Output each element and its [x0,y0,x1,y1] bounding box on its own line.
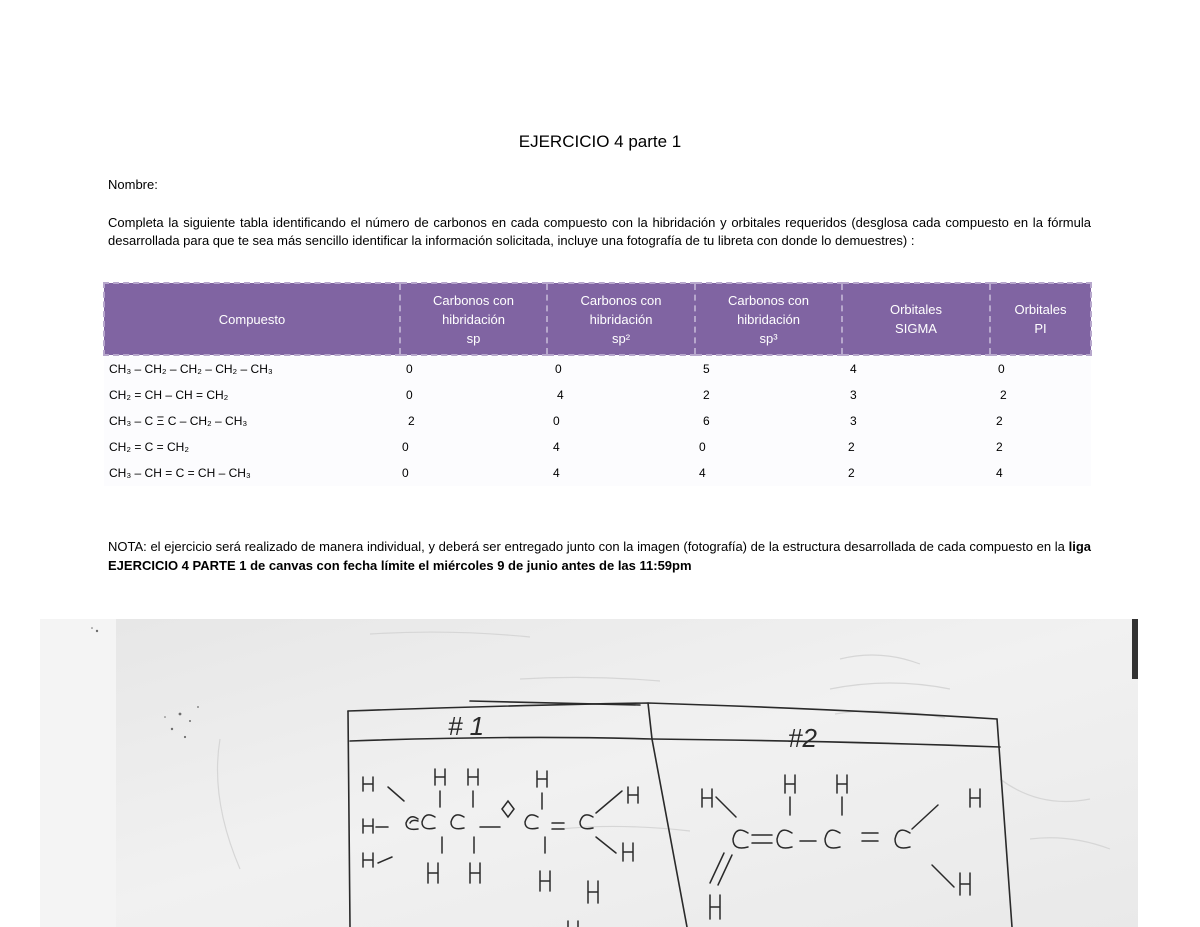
cell-sigma: 4 [842,355,990,382]
header-sp2: Carbonos con hibridación sp² [547,283,695,355]
nombre-label: Nombre: [108,177,158,192]
structure-label-1: # 1 [448,711,485,741]
header-sp: Carbonos con hibridación sp [400,283,547,355]
header-pi: Orbitales PI [990,283,1091,355]
cell-sigma: 3 [842,408,990,434]
cell-pi: 2 [990,382,1091,408]
table-row [104,382,1091,408]
table-row [104,408,1091,434]
cell-sigma: 2 [842,434,990,460]
note-paragraph [108,537,1091,575]
cell-sigma: 3 [842,382,990,408]
note-text: NOTA: el ejercicio será realizado de manera individual, y deberá ser entregado junto con la imagen (fotografía) de la estructura desarrollada de cada compuesto en la [108,539,1069,554]
cell-compuesto: CH₃ – CH₂ – CH₂ – CH₂ – CH₃ [104,355,400,382]
handwritten-structures [40,619,1138,927]
header-sigma: Orbitales SIGMA [842,283,990,355]
cell-sp2: 4 [547,382,695,408]
cell-sp: 0 [400,434,547,460]
cell-compuesto: CH₂ = C = CH₂ [104,434,400,460]
cell-sp2: 4 [547,434,695,460]
cell-sp3: 4 [695,460,842,486]
table-row [104,434,1091,460]
cell-sp3: 6 [695,408,842,434]
cell-compuesto: CH₃ – C Ξ C – CH₂ – CH₃ [104,408,400,434]
document-title: EJERCICIO 4 parte 1 [518,132,682,151]
cell-sigma: 2 [842,460,990,486]
hybridization-table [103,282,1092,486]
cell-sp3: 0 [695,434,842,460]
header-sp3: Carbonos con hibridación sp³ [695,283,842,355]
cell-pi: 0 [990,355,1091,382]
cell-sp2: 0 [547,408,695,434]
cell-sp3: 5 [695,355,842,382]
cell-sp: 0 [400,355,547,382]
cell-sp2: 0 [547,355,695,382]
table-row [104,460,1091,486]
table-header-row [104,283,1091,355]
note-bold-text: liga EJERCICIO 4 PARTE 1 de canvas con fecha límite el miércoles 9 de junio antes de las 11:59pm [108,539,1091,573]
header-compuesto: Compuesto [104,283,400,355]
cell-sp: 2 [400,408,547,434]
cell-pi: 2 [990,408,1091,434]
cell-pi: 4 [990,460,1091,486]
structure-label-2: #2 [788,723,817,753]
instructions-paragraph: Completa la siguiente tabla identificando el número de carbonos en cada compuesto con la hibridación y orbitales requeridos (desglosa cada compuesto en la fórmula desarrollada para que te sea más sencillo identificar la información solicitada, incluye una fotografía de tu libreta con donde lo demuestres) : [108,215,1091,248]
cell-pi: 2 [990,434,1091,460]
cell-sp3: 2 [695,382,842,408]
cell-sp: 0 [400,382,547,408]
cell-sp2: 4 [547,460,695,486]
table-row [104,355,1091,382]
cell-compuesto: CH₂ = CH – CH = CH₂ [104,382,400,408]
cell-sp: 0 [400,460,547,486]
cell-compuesto: CH₃ – CH = C = CH – CH₃ [104,460,400,486]
notebook-photo [40,619,1138,927]
